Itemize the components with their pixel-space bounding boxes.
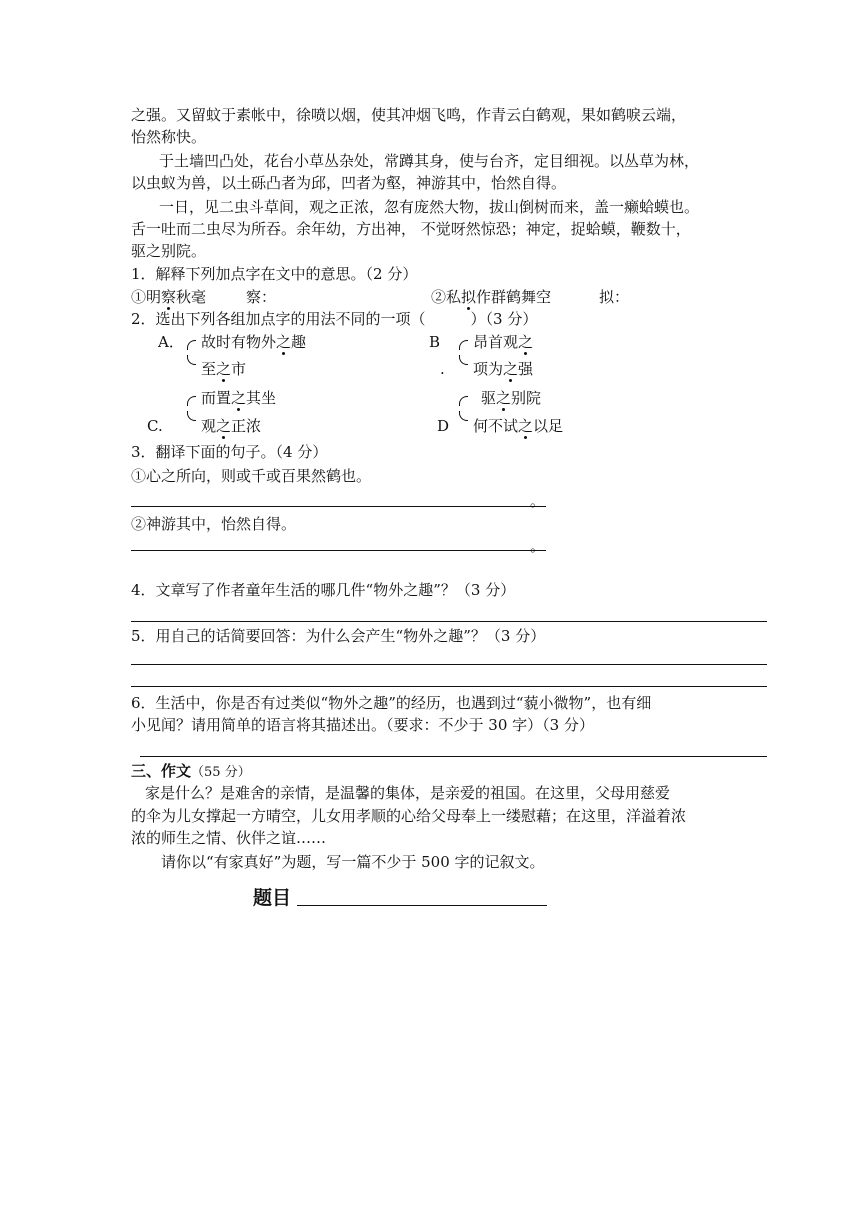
q1-b-post: 作群鹤舞空: [476, 288, 552, 306]
text: 别院: [511, 389, 542, 407]
text: 驱: [481, 389, 497, 407]
text: 昂首观: [473, 333, 519, 351]
answer-line[interactable]: [140, 756, 767, 757]
question-3-sentence-2: ②神游其中，怡然自得。: [131, 515, 297, 533]
answer-end-mark: 。: [530, 537, 546, 555]
option-a-line-2: [201, 358, 246, 380]
text: 何不试: [473, 417, 519, 435]
passage-line: 于土墙凹凸处，花台小草丛杂处，常蹲其身，使与台齐，定目细视。以丛草为林，: [159, 152, 700, 170]
question-6-line-1: 6．生活中，你是否有过类似“物外之趣”的经历，也遇到过“藐小微物”，也有细: [131, 694, 652, 712]
text: 趣: [291, 333, 307, 351]
question-1-stem: 1．解释下列加点字在文中的意思。（2 分）: [131, 265, 418, 283]
option-d-letter: D: [437, 417, 450, 435]
composition-prompt-line: 的伞为儿女撑起一方晴空，儿女用孝顺的心给父母奉上一缕慰藉；在这里，洋溢着浓: [131, 807, 687, 825]
composition-prompt-line: 家是什么？是难舍的亲情，是温馨的集体，是亲爱的祖国。在这里，父母用慈爱: [145, 784, 671, 802]
text: 项为: [473, 360, 504, 378]
q1-a-pre: ①明: [131, 288, 162, 306]
passage-line: 驱之别院。: [131, 242, 207, 260]
question-1-a-label: 察：: [246, 288, 277, 306]
passage-line: 一日，见二虫斗草间，观之正浓，忽有庞然大物，拔山倒树而来，盖一癞蛤蟆也。: [159, 198, 700, 216]
question-3-stem: 3．翻译下面的句子。（4 分）: [131, 443, 328, 461]
option-c-line-2: [201, 415, 261, 437]
answer-line[interactable]: [131, 621, 767, 622]
dotted-char: 之: [276, 333, 292, 351]
question-1-b-label: 拟：: [599, 288, 630, 306]
text: 以足: [533, 417, 564, 435]
dotted-char: 之: [496, 389, 512, 407]
q1-a-post: 秋毫: [176, 288, 207, 306]
question-4-stem: 4．文章写了作者童年生活的哪几件“物外之趣”？（3 分）: [131, 581, 516, 599]
option-c-line-1: [201, 387, 276, 409]
text: 市: [231, 360, 247, 378]
option-d-line-1: [481, 387, 541, 409]
q1-b-pre: ②私: [431, 288, 462, 306]
dotted-char: 之: [518, 333, 534, 351]
option-b-mark: .: [440, 360, 445, 378]
passage-line: 舌一吐而二虫尽为所吞。余年幼，方出神， 不觉呀然惊恐；神定，捉蛤蟆，鞭数十，: [131, 220, 691, 238]
dotted-char: 之: [503, 360, 519, 378]
composition-heading: [131, 760, 251, 784]
passage-line: 之强。又留蚊于素帐中，徐喷以烟，使其冲烟飞鸣，作青云白鹤观，果如鹤唳云端，: [131, 106, 687, 124]
q1-b-dotted-char: 拟: [461, 288, 477, 306]
question-3-sentence-1: ①心之所向，则或千或百果然鹤也。: [131, 467, 372, 485]
question-5-stem: 5．用自己的话简要回答：为什么会产生“物外之趣”？（3 分）: [131, 627, 546, 645]
option-c-letter: C.: [147, 417, 163, 435]
option-b-letter: B: [429, 333, 441, 351]
passage-line: 以虫蚁为兽，以土砾凸者为邱，凹者为壑，神游其中，怡然自得。: [131, 174, 567, 192]
answer-end-mark: 。: [530, 492, 546, 510]
dotted-char: 之: [518, 417, 534, 435]
text: 其坐: [246, 389, 277, 407]
composition-title-label: 题目: [253, 887, 292, 909]
q1-a-dotted-char: 察: [161, 288, 177, 306]
dotted-char: 之: [216, 417, 232, 435]
question-1-item-a: [131, 286, 206, 308]
option-d-line-2: [473, 415, 563, 437]
section-score: （55 分）: [191, 765, 251, 780]
option-a-letter: A．: [158, 333, 184, 351]
text: 至: [201, 360, 217, 378]
option-a-line-1: [201, 331, 306, 353]
dotted-char: 之: [231, 389, 247, 407]
answer-line[interactable]: [131, 664, 767, 665]
text: 强: [518, 360, 534, 378]
question-2-stem: 2．选出下列各组加点字的用法不同的一项（ ）（3 分）: [131, 310, 538, 328]
option-b-line-1: [473, 331, 533, 353]
answer-line[interactable]: [131, 506, 546, 507]
text: 而置: [201, 389, 232, 407]
composition-instruction: 请你以“有家真好”为题，写一篇不少于 500 字的记叙文。: [161, 853, 545, 871]
text: 正浓: [231, 417, 262, 435]
passage-line: 怡然称快。: [131, 128, 207, 146]
answer-line[interactable]: [131, 686, 767, 687]
dotted-char: 之: [216, 360, 232, 378]
text: 观: [201, 417, 217, 435]
answer-line[interactable]: [131, 550, 546, 551]
question-1-item-b: [431, 286, 551, 308]
text: 故时有物外: [201, 333, 277, 351]
title-blank-line[interactable]: [297, 905, 547, 906]
question-6-line-2: 小见闻？请用简单的语言将其描述出。（要求：不少于 30 字）（3 分）: [131, 716, 594, 734]
option-b-line-2: [473, 358, 533, 380]
section-title: 三、作文: [131, 762, 192, 780]
composition-prompt-line: 浓的师生之情、伙伴之谊……: [131, 829, 327, 847]
